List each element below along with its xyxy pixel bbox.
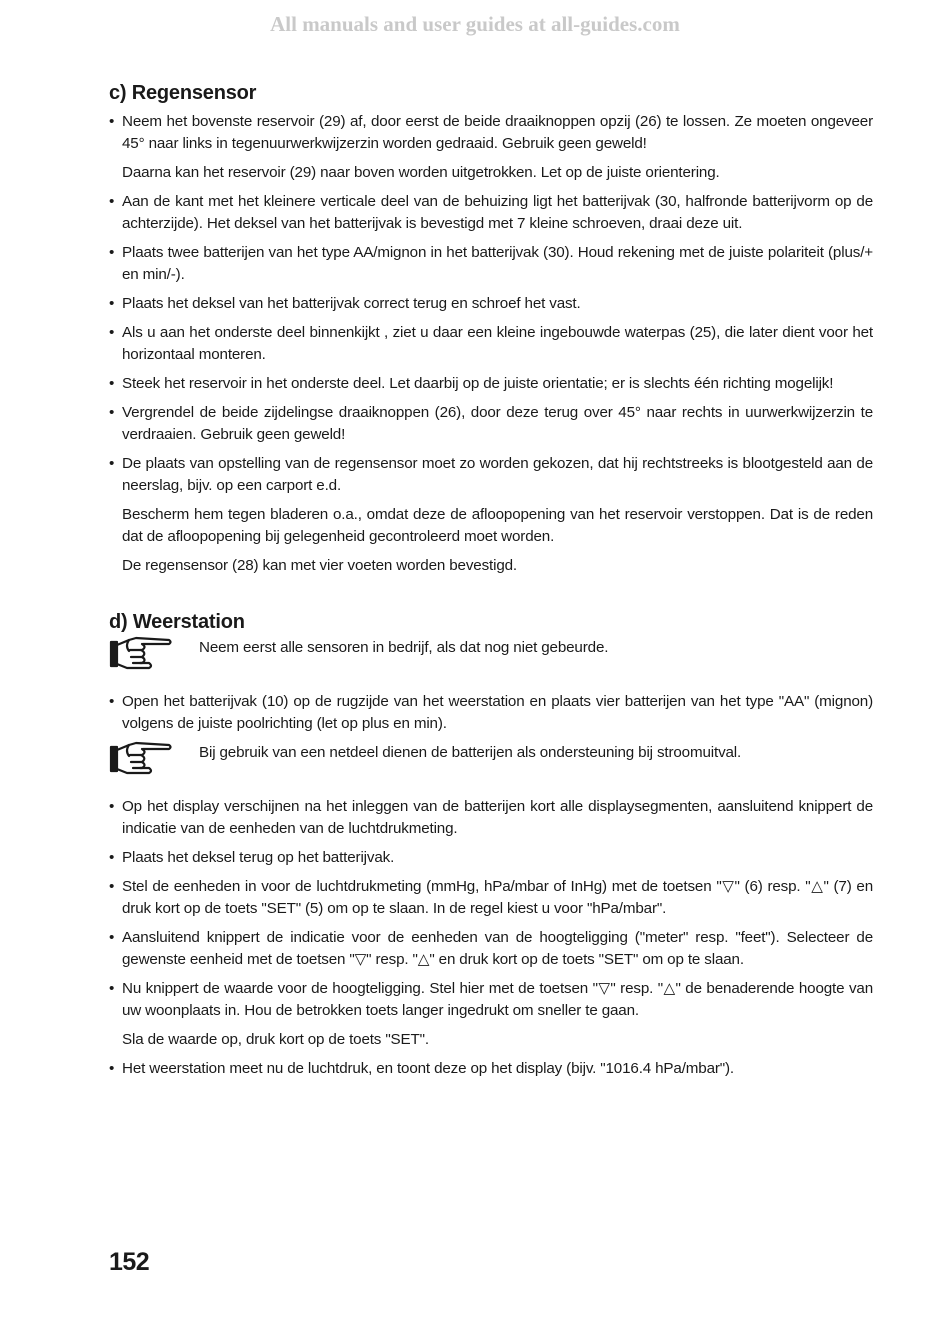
note-text: Neem eerst alle sensoren in bedrijf, als dat nog niet gebeurde. bbox=[199, 639, 609, 656]
bullet-text: Neem het bovenste reservoir (29) af, door eerst de beide draaiknoppen opzij (26) te lossen. Ze moeten ongeveer 45° naar links in tegenuurwerkwijzerzin worden gedraaid. Gebruik geen geweld! bbox=[122, 113, 873, 152]
bullet-point: • bbox=[109, 404, 115, 421]
bullet-point: • bbox=[109, 375, 115, 392]
paragraph-text: Sla de waarde op, druk kort op de toets "SET". bbox=[122, 1031, 429, 1048]
bullet-item bbox=[109, 242, 873, 286]
paragraph bbox=[109, 1029, 873, 1051]
bullet-point: • bbox=[109, 295, 115, 312]
bullet-point: • bbox=[109, 798, 115, 815]
heading-regensensor: c) Regensensor bbox=[109, 82, 257, 104]
bullet-text: Als u aan het onderste deel binnenkijkt , ziet u daar een kleine ingebouwde waterpas (25), die later dient voor het horizontaal monteren. bbox=[122, 324, 873, 363]
pointing-hand-icon bbox=[109, 738, 173, 778]
bullet-item bbox=[109, 876, 873, 920]
bullet-item bbox=[109, 402, 873, 446]
bullet-point: • bbox=[109, 244, 115, 261]
page-content bbox=[109, 80, 873, 1087]
section-regensensor bbox=[109, 111, 873, 577]
heading-weerstation: d) Weerstation bbox=[109, 611, 245, 633]
bullet-item bbox=[109, 293, 873, 315]
paragraph bbox=[109, 162, 873, 184]
note bbox=[109, 742, 873, 782]
bullet-text: Aan de kant met het kleinere verticale deel van de behuizing ligt het batterijvak (30, halfronde batterijvorm op de achterzijde). Het deksel van het batterijvak is bevestigd met 7 kleine schroeven, draai deze uit. bbox=[122, 193, 873, 232]
bullet-point: • bbox=[109, 455, 115, 472]
watermark: All manuals and user guides at all-guides.com bbox=[270, 12, 680, 36]
bullet-point: • bbox=[109, 113, 115, 130]
note-text: Bij gebruik van een netdeel dienen de batterijen als ondersteuning bij stroomuitval. bbox=[199, 744, 742, 761]
bullet-text: Open het batterijvak (10) op de rugzijde van het weerstation en plaats vier batterijen van het type "AA" (mignon) volgens de juiste poolrichting (let op plus en min). bbox=[122, 693, 873, 732]
bullet-text: Plaats twee batterijen van het type AA/mignon in het batterijvak (30). Houd rekening met de juiste polariteit (plus/+ en min/-). bbox=[122, 244, 873, 283]
section-weerstation bbox=[109, 637, 873, 1080]
bullet-item bbox=[109, 847, 873, 869]
paragraph-text: De regensensor (28) kan met vier voeten worden bevestigd. bbox=[122, 557, 517, 574]
pointing-hand-icon bbox=[109, 633, 173, 673]
page-number: 152 bbox=[109, 1248, 150, 1276]
bullet-item bbox=[109, 796, 873, 840]
paragraph bbox=[109, 555, 873, 577]
bullet-item bbox=[109, 927, 873, 971]
bullet-item bbox=[109, 111, 873, 155]
bullet-point: • bbox=[109, 929, 115, 946]
bullet-item bbox=[109, 691, 873, 735]
bullet-text: Stel de eenheden in voor de luchtdrukmeting (mmHg, hPa/mbar of InHg) met de toetsen "▽" (6) resp. "△" (7) en druk kort op de toets "SET" (5) om op te slaan. In de regel kiest u voor "hPa/mbar". bbox=[122, 878, 873, 917]
bullet-text: De plaats van opstelling van de regensensor moet zo worden gekozen, dat hij rechtstreeks is blootgesteld aan de neerslag, bijv. op een carport e.d. bbox=[122, 455, 873, 494]
bullet-point: • bbox=[109, 693, 115, 710]
bullet-text: Aansluitend knippert de indicatie voor de eenheden van de hoogteligging ("meter" resp. "feet"). Selecteer de gewenste eenheid met de toetsen "▽" resp. "△" en druk kort op de toets "SET" om op te slaan. bbox=[122, 929, 873, 968]
bullet-item bbox=[109, 978, 873, 1022]
bullet-point: • bbox=[109, 324, 115, 341]
bullet-point: • bbox=[109, 980, 115, 997]
paragraph-text: Bescherm hem tegen bladeren o.a., omdat deze de afloopopening van het reservoir verstoppen. Dat is de reden dat de afloopopening bij gelegenheid gecontroleerd moet worden. bbox=[122, 506, 873, 545]
bullet-text: Op het display verschijnen na het inleggen van de batterijen kort alle displaysegmenten, aansluitend knippert de indicatie van de eenheden van de luchtdrukmeting. bbox=[122, 798, 873, 837]
bullet-point: • bbox=[109, 193, 115, 210]
bullet-item bbox=[109, 373, 873, 395]
bullet-item bbox=[109, 322, 873, 366]
bullet-point: • bbox=[109, 878, 115, 895]
bullet-text: Nu knippert de waarde voor de hoogteligging. Stel hier met de toetsen "▽" resp. "△" de benaderende hoogte van uw woonplaats in. Hou de betrokken toets langer ingedrukt om sneller te gaan. bbox=[122, 980, 873, 1019]
paragraph-text: Daarna kan het reservoir (29) naar boven worden uitgetrokken. Let op de juiste orientering. bbox=[122, 164, 720, 181]
bullet-text: Plaats het deksel terug op het batterijvak. bbox=[122, 849, 395, 866]
bullet-text: Steek het reservoir in het onderste deel. Let daarbij op de juiste orientatie; er is slechts één richting mogelijk! bbox=[122, 375, 834, 392]
bullet-text: Vergrendel de beide zijdelingse draaiknoppen (26), door deze terug over 45° naar rechts in uurwerkwijzerzin te verdraaien. Gebruik geen geweld! bbox=[122, 404, 873, 443]
bullet-text: Het weerstation meet nu de luchtdruk, en toont deze op het display (bijv. "1016.4 hPa/mbar"). bbox=[122, 1060, 735, 1077]
bullet-text: Plaats het deksel van het batterijvak correct terug en schroef het vast. bbox=[122, 295, 581, 312]
bullet-item bbox=[109, 191, 873, 235]
paragraph bbox=[109, 504, 873, 548]
bullet-point: • bbox=[109, 1060, 115, 1077]
bullet-point: • bbox=[109, 849, 115, 866]
note bbox=[109, 637, 873, 677]
bullet-item bbox=[109, 1058, 873, 1080]
bullet-item bbox=[109, 453, 873, 497]
